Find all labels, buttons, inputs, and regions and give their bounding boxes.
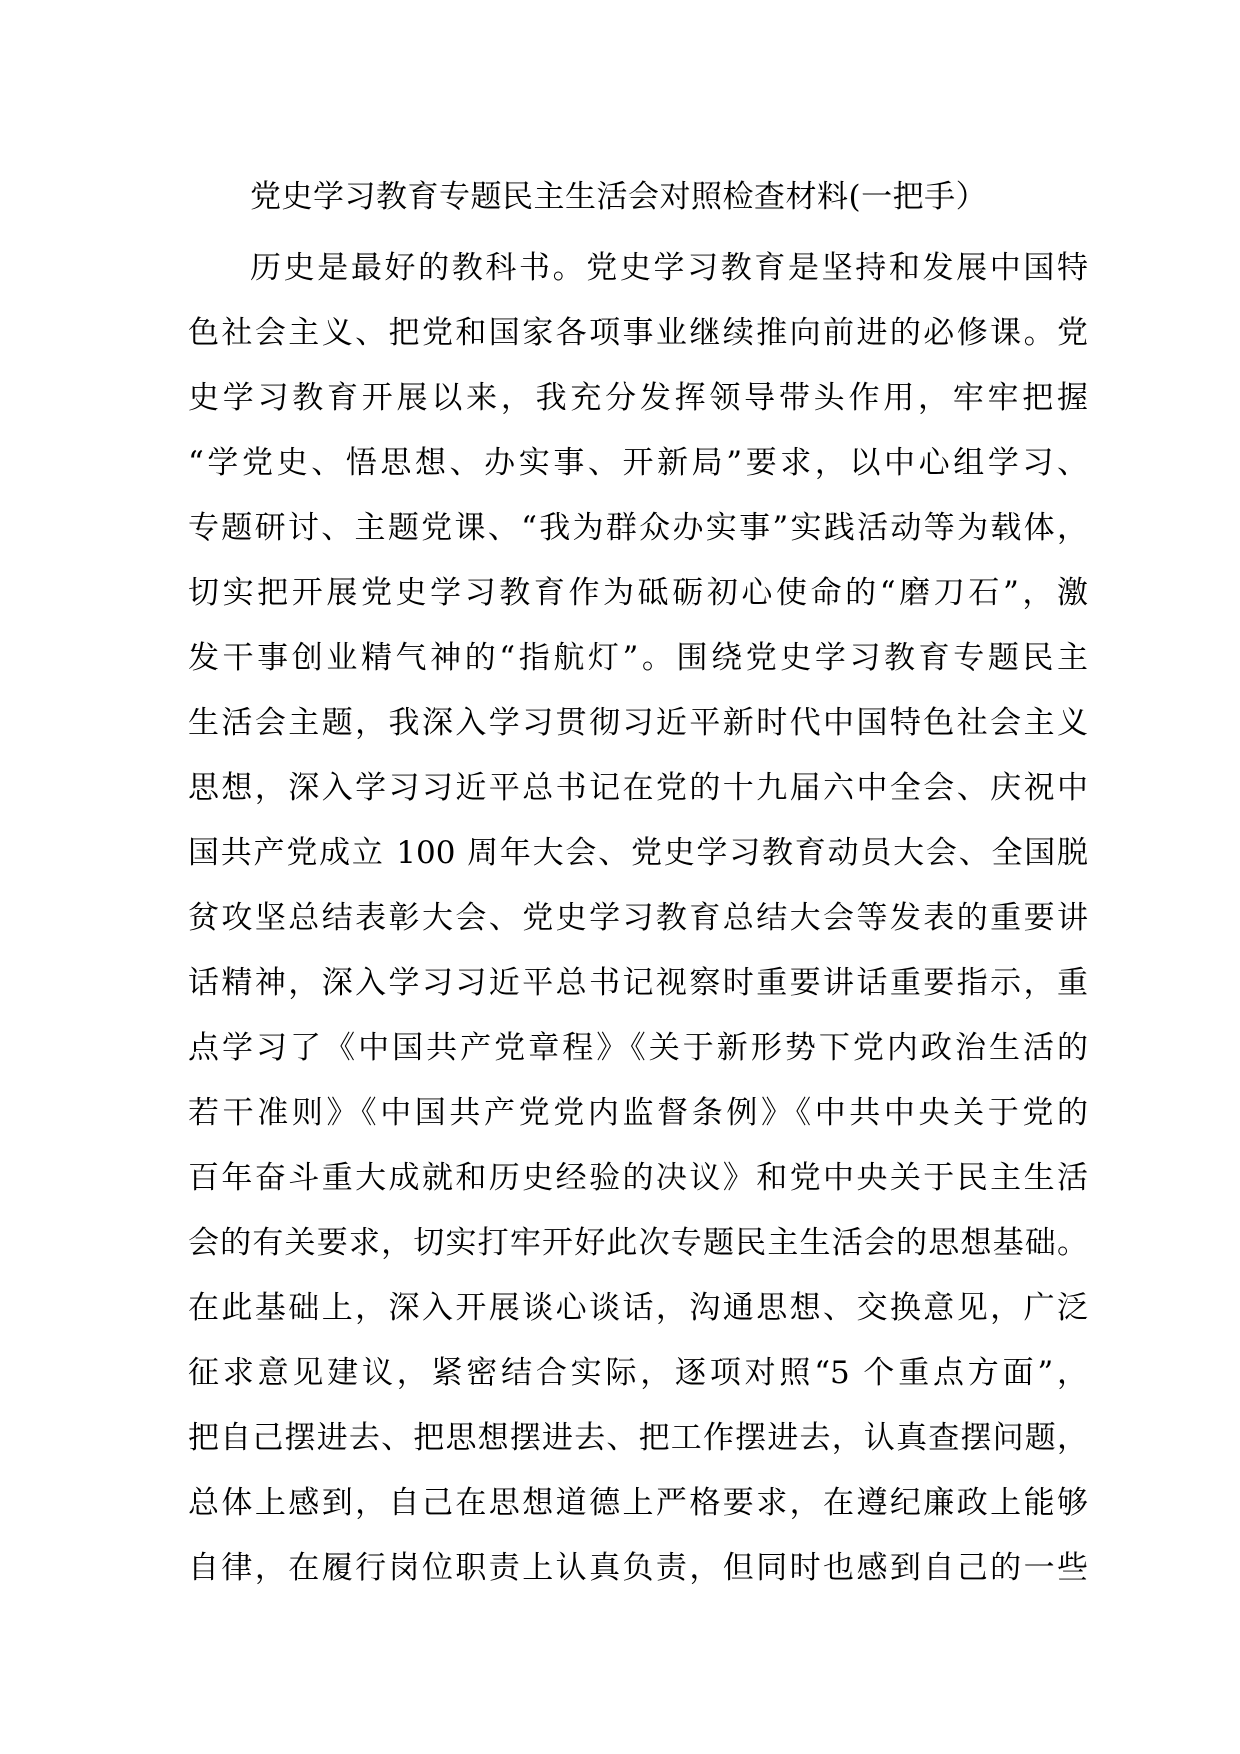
paragraph-line: 征求意见建议，紧密结合实际，逐项对照“5 个重点方面”， [188, 1355, 1088, 1391]
paragraph-line: “学党史、悟思想、办实事、开新局”要求，以中心组学习、 [188, 445, 1088, 481]
paragraph-line: 历史是最好的教科书。党史学习教育是坚持和发展中国特 [250, 250, 1088, 286]
paragraph-line: 发干事创业精气神的“指航灯”。围绕党史学习教育专题民主 [188, 640, 1088, 676]
paragraph-line: 色社会主义、把党和国家各项事业继续推向前进的必修课。党 [188, 315, 1088, 351]
paragraph-line: 生活会主题，我深入学习贯彻习近平新时代中国特色社会主义 [188, 705, 1088, 741]
paragraph-line: 话精神，深入学习习近平总书记视察时重要讲话重要指示，重 [188, 965, 1088, 1001]
document-title: 党史学习教育专题民主生活会对照检查材料(一把手） [250, 179, 988, 215]
paragraph-line: 贫攻坚总结表彰大会、党史学习教育总结大会等发表的重要讲 [188, 900, 1088, 936]
paragraph-line: 在此基础上，深入开展谈心谈话，沟通思想、交换意见，广泛 [188, 1290, 1088, 1326]
paragraph-line: 思想，深入学习习近平总书记在党的十九届六中全会、庆祝中 [188, 770, 1088, 806]
paragraph-line: 国共产党成立 100 周年大会、党史学习教育动员大会、全国脱 [188, 835, 1088, 871]
document-body [188, 236, 1088, 1601]
paragraph-line: 专题研讨、主题党课、“我为群众办实事”实践活动等为载体， [188, 510, 1088, 546]
paragraph-line: 总体上感到，自己在思想道德上严格要求，在遵纪廉政上能够 [188, 1485, 1088, 1521]
paragraph-line: 自律，在履行岗位职责上认真负责，但同时也感到自己的一些 [188, 1550, 1088, 1586]
paragraph-line: 史学习教育开展以来，我充分发挥领导带头作用，牢牢把握 [188, 380, 1088, 416]
paragraph-line: 点学习了《中国共产党章程》《关于新形势下党内政治生活的 [188, 1030, 1088, 1066]
paragraph-line: 会的有关要求，切实打牢开好此次专题民主生活会的思想基础。 [188, 1225, 1088, 1261]
paragraph-line: 把自己摆进去、把思想摆进去、把工作摆进去，认真查摆问题， [188, 1420, 1088, 1456]
paragraph-line: 百年奋斗重大成就和历史经验的决议》和党中央关于民主生活 [188, 1160, 1088, 1196]
paragraph-line: 若干准则》《中国共产党党内监督条例》《中共中央关于党的 [188, 1095, 1088, 1131]
paragraph-line: 切实把开展党史学习教育作为砥砺初心使命的“磨刀石”，激 [188, 575, 1088, 611]
